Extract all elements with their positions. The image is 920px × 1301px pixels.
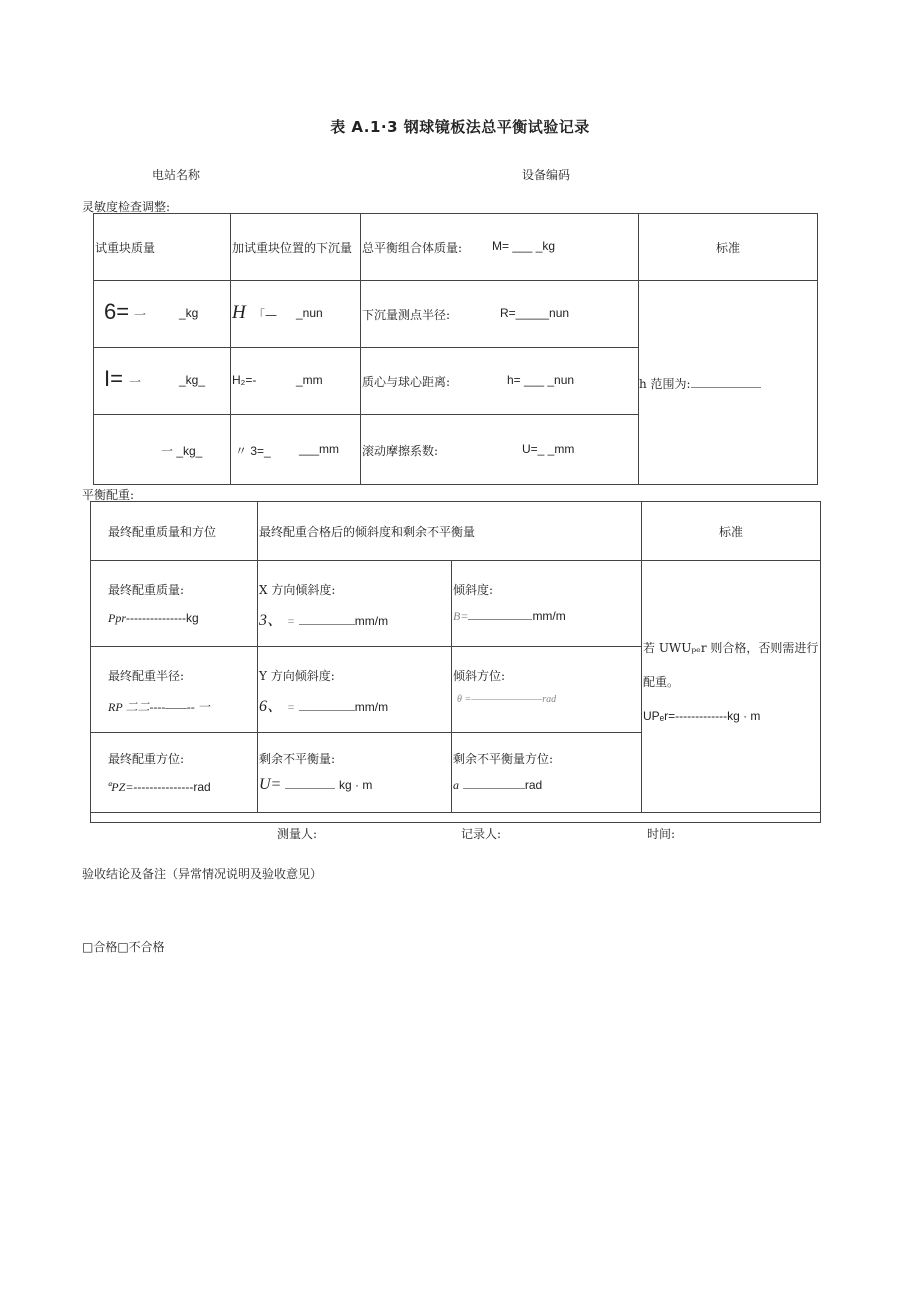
x-tilt-cell: X 方向倾斜度: 3、 = mm/m bbox=[258, 561, 452, 647]
time-label: 时间: bbox=[647, 827, 676, 841]
header-standard-2: 标准 bbox=[642, 502, 821, 561]
device-code-label: 设备编码 bbox=[522, 168, 571, 182]
row3-friction: 滚动摩擦系数: U=_ _mm bbox=[361, 415, 639, 485]
header-test-weight-mass: 试重块质量 bbox=[94, 214, 231, 281]
standard-h-range: h 范围为: bbox=[639, 281, 818, 485]
row2-centroid-distance: 质心与球心距离: h= ___ _nun bbox=[361, 348, 639, 415]
remarks-label: 验收结论及备注（异常情况说明及验收意见） bbox=[82, 867, 323, 881]
row2-sink: H₂=- _mm bbox=[231, 348, 361, 415]
row1-sink: H 「— _nun bbox=[231, 281, 361, 348]
header-final-weight: 最终配重质量和方位 bbox=[91, 502, 258, 561]
standard-criteria: 若 UWUₚₑr 则合格，否则需进行 配重。 UPₑr=-------------kg · m bbox=[642, 561, 821, 813]
final-radius-cell: 最终配重半径: RP 二二----——-- 一 bbox=[91, 647, 258, 733]
tilt-cell: 倾斜度: B= mm/m bbox=[452, 561, 642, 647]
acceptance-result-checkboxes[interactable]: □合格□不合格 bbox=[82, 940, 165, 954]
header-standard: 标准 bbox=[639, 214, 818, 281]
balance-section-label: 平衡配重: bbox=[82, 488, 135, 502]
balance-table bbox=[90, 501, 821, 823]
final-mass-cell: 最终配重质量: Ppr---------------kg bbox=[91, 561, 258, 647]
sensitivity-section-label: 灵敏度检查调整: bbox=[82, 200, 171, 214]
row3-sink: 〃 3=_ ___mm bbox=[231, 415, 361, 485]
row1-radius: 下沉量测点半径: R=_____nun bbox=[361, 281, 639, 348]
row1-mass: 6= 一 _kg bbox=[94, 281, 231, 348]
header-sinking-amount: 加试重块位置的下沉量 bbox=[231, 214, 361, 281]
residual-unbalance-cell: 剩余不平衡量: U= kg · m bbox=[258, 733, 452, 813]
station-name-label: 电站名称 bbox=[152, 168, 201, 182]
residual-direction-cell: 剩余不平衡量方位: a rad bbox=[452, 733, 642, 813]
row3-mass: 一 _kg_ bbox=[94, 415, 231, 485]
header-total-mass: 总平衡组合体质量: M= ___ _kg bbox=[361, 214, 639, 281]
tilt-direction-cell: 倾斜方位: θ =————————rad bbox=[452, 647, 642, 733]
page-title: 表 A.1·3 钢球镜板法总平衡试验记录 bbox=[330, 118, 590, 136]
header-tilt-residual: 最终配重合格后的倾斜度和剩余不平衡量 bbox=[258, 502, 642, 561]
measurer-label: 测量人: bbox=[277, 827, 318, 841]
row2-mass: I= 一 _kg_ bbox=[94, 348, 231, 415]
recorder-label: 记录人: bbox=[461, 827, 502, 841]
sensitivity-table bbox=[93, 213, 818, 485]
final-azimuth-cell: 最终配重方位: ªPZ=---------------rad bbox=[91, 733, 258, 813]
table-bottom-strip bbox=[91, 813, 821, 823]
y-tilt-cell: Y 方向倾斜度: 6、 = mm/m bbox=[258, 647, 452, 733]
